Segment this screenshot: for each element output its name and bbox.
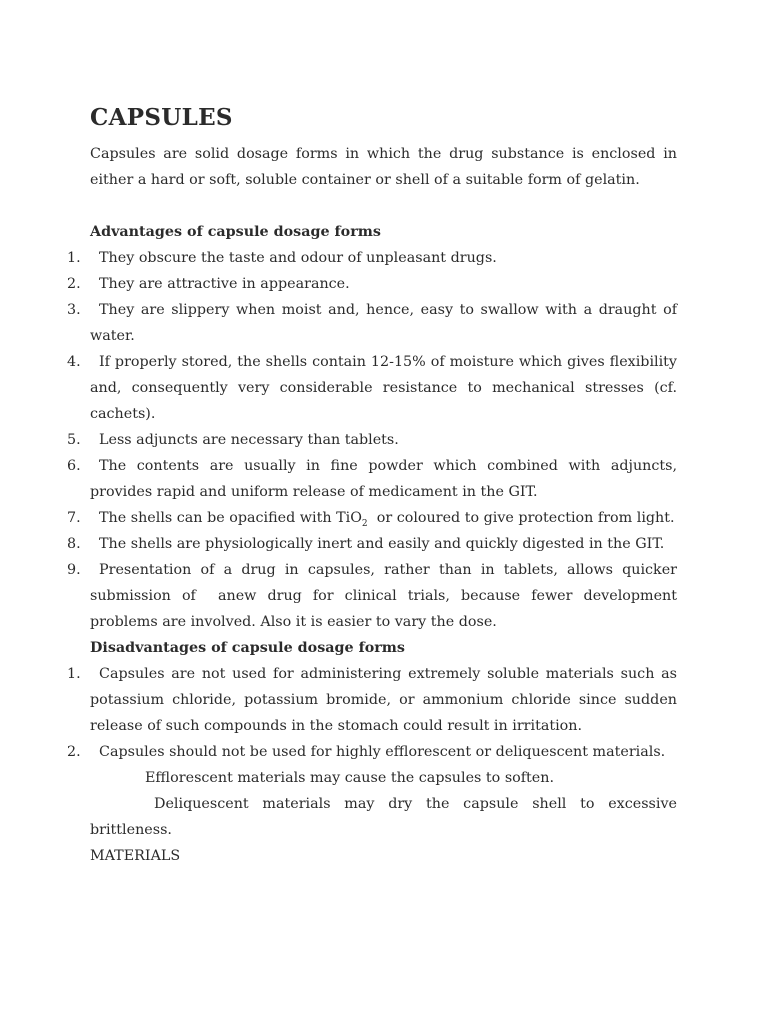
list-item-text: They are slippery when moist and, hence, easy to swallow with a draught of water. (90, 302, 677, 344)
list-item-text-after: or coloured to give protection from light. (367, 510, 675, 526)
disadvantages-heading: Disadvantages of capsule dosage forms (90, 640, 405, 656)
advantages-list (67, 245, 682, 635)
list-item (67, 245, 677, 271)
list-number: 1. (67, 666, 81, 682)
list-item (67, 271, 677, 297)
list-number: 7. (67, 510, 81, 526)
list-item (67, 349, 677, 427)
efflorescent-note: Efflorescent materials may cause the capsules to soften. (145, 770, 555, 786)
list-item-text: Capsules should not be used for highly efflorescent or deliquescent materials. (99, 744, 666, 760)
list-number: 1. (67, 250, 81, 266)
list-item-text: If properly stored, the shells contain 12-15% of moisture which gives flexibility and, consequently very considerable resistance to mechanical stresses (cf. cachets). (90, 354, 677, 422)
document-body (67, 141, 682, 869)
list-number: 4. (67, 354, 81, 370)
advantages-heading: Advantages of capsule dosage forms (90, 224, 381, 240)
list-number: 6. (67, 458, 81, 474)
list-item-text: The contents are usually in fine powder which combined with adjuncts, provides rapid and uniform release of medicament in the GIT. (90, 458, 677, 500)
intro-paragraph: Capsules are solid dosage forms in which the drug substance is enclosed in either a hard or soft, soluble container or shell of a suitable form of gelatin. (90, 146, 677, 188)
blank-line (90, 193, 677, 219)
subscript-two: 2 (361, 518, 368, 529)
list-item-text: Presentation of a drug in capsules, rather than in tablets, allows quicker submission of anew drug for clinical trials, because fewer development problems are involved. Also it is easier to vary the dose. (90, 562, 682, 630)
list-number: 2. (67, 276, 81, 292)
list-number: 8. (67, 536, 81, 552)
list-item (67, 557, 682, 635)
list-item-text-before: The shells can be opacified with TiO (99, 510, 362, 526)
list-number: 3. (67, 302, 81, 318)
list-item-text: Capsules are not used for administering extremely soluble materials such as potassium chloride, potassium bromide, or ammonium chloride since sudden release of such compounds in the stomach could result in irritation. (90, 666, 677, 734)
list-item (67, 453, 677, 505)
list-item (67, 427, 677, 453)
list-item-text: The shells are physiologically inert and easily and quickly digested in the GIT. (99, 536, 665, 552)
list-number: 5. (67, 432, 81, 448)
list-number: 2. (67, 744, 81, 760)
materials-label: MATERIALS (90, 848, 181, 864)
list-item (67, 739, 677, 765)
page-title: CAPSULES (90, 104, 233, 131)
list-number: 9. (67, 562, 81, 578)
list-item-text: They are attractive in appearance. (99, 276, 350, 292)
list-item (67, 505, 677, 531)
list-item-text: Less adjuncts are necessary than tablets. (99, 432, 399, 448)
list-item (67, 297, 677, 349)
list-item (67, 531, 677, 557)
disadvantages-list (67, 661, 677, 765)
list-item (67, 661, 677, 739)
list-item-text: They obscure the taste and odour of unpleasant drugs. (99, 250, 497, 266)
deliquescent-note: Deliquescent materials may dry the capsule shell to excessive brittleness. (90, 796, 677, 838)
